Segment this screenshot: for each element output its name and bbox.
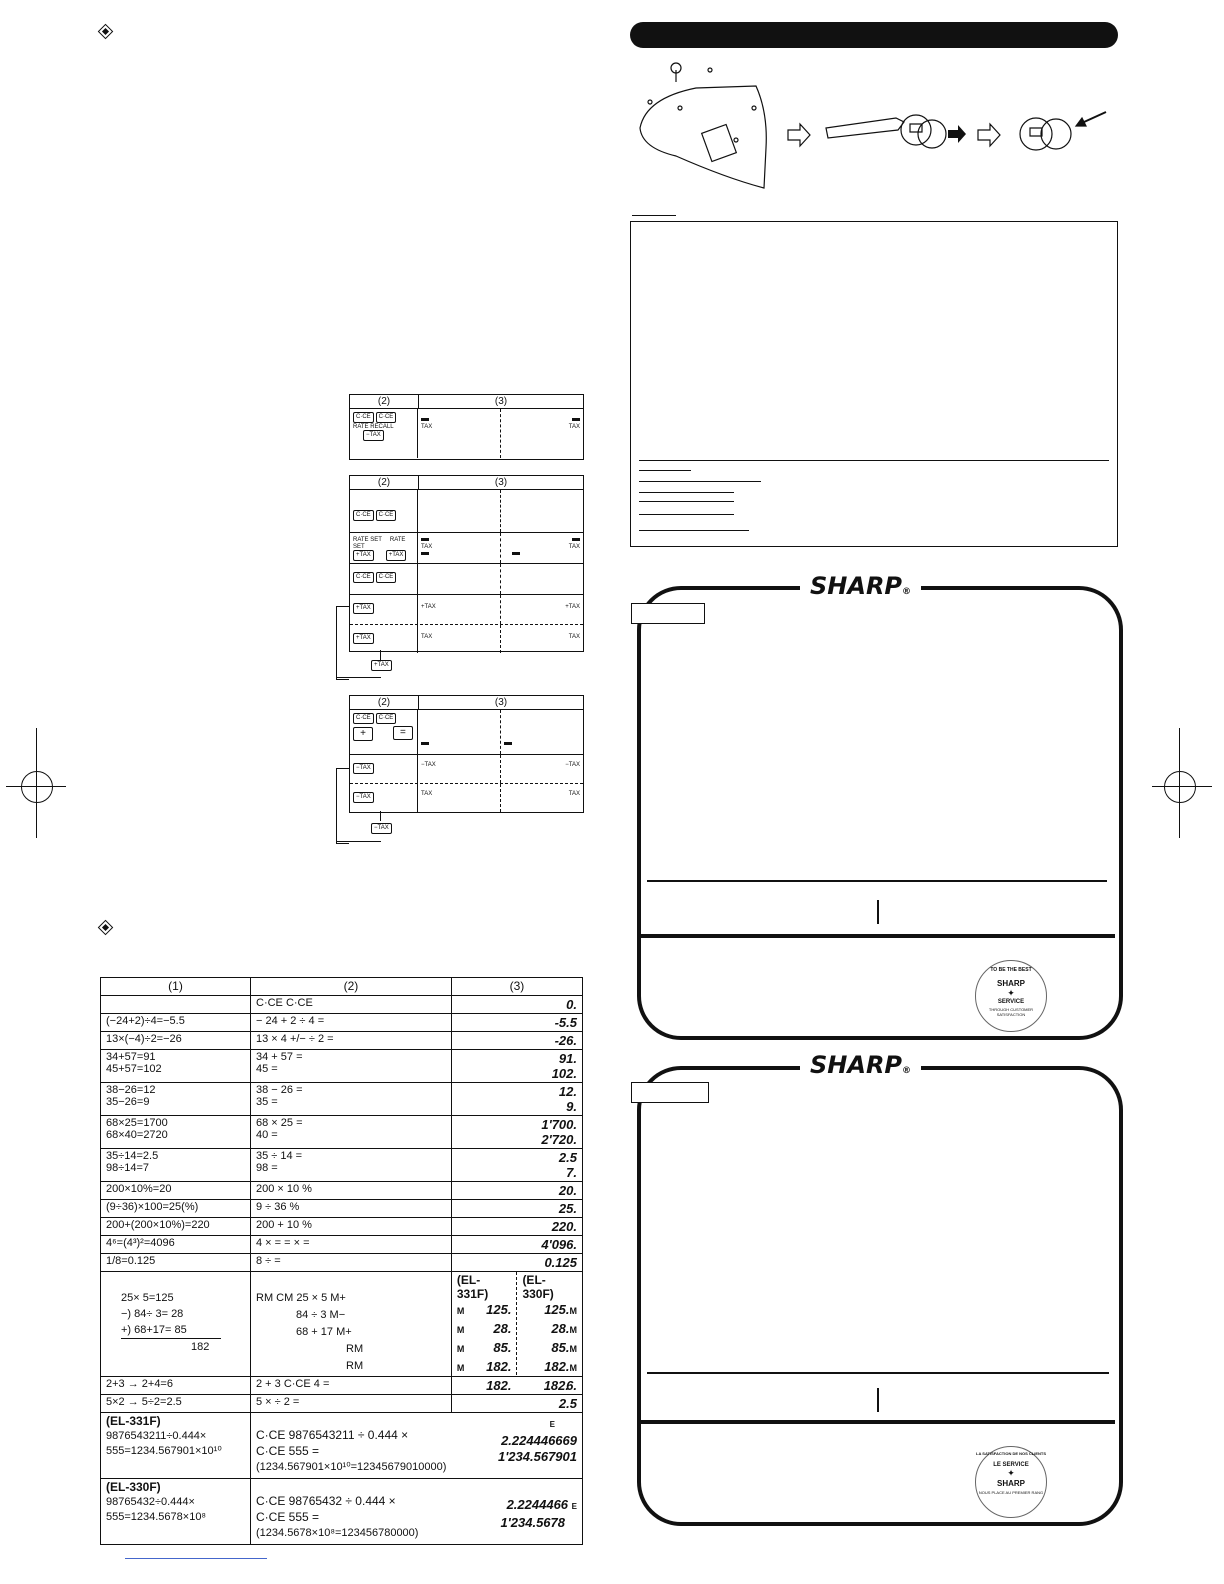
- registered-mark: ®: [902, 1066, 912, 1076]
- example-cell: +) 68+17= 85: [121, 1322, 221, 1339]
- seal-text: SERVICE: [997, 999, 1025, 1005]
- warranty-card: [637, 1066, 1123, 1526]
- signature-line: [639, 481, 761, 482]
- tax-indicator: TAX: [421, 634, 433, 640]
- example-cell: 555=1234.567901×10¹⁰: [106, 1445, 222, 1457]
- loop-line: [336, 606, 349, 680]
- error-indicator: E: [549, 1420, 555, 1429]
- table-row: [101, 1032, 583, 1050]
- result-cell: 2.224446669: [501, 1433, 577, 1448]
- table-row: [101, 1050, 583, 1083]
- loop-line: [337, 677, 381, 678]
- memory-indicator: M: [569, 1344, 577, 1354]
- tax-indicator: −TAX: [421, 762, 436, 768]
- keys-cell: 200 + 10 %: [251, 1218, 452, 1236]
- keys-cell: 34 + 57 =: [256, 1051, 303, 1063]
- service-seal: [975, 1446, 1047, 1518]
- keys-cell: 45 =: [256, 1063, 278, 1075]
- signature-line: [639, 501, 734, 502]
- example-cell: 25× 5=125: [121, 1292, 174, 1304]
- result-cell: 0.: [451, 996, 582, 1014]
- result-cell: 182.: [486, 1378, 512, 1393]
- display-bar-icon: [421, 552, 429, 555]
- display-indicator-icon: [421, 538, 429, 541]
- table-row: [101, 1218, 583, 1236]
- registered-mark: ®: [902, 587, 912, 597]
- cce-key: C·CE: [353, 572, 374, 583]
- crop-circle-icon: [1164, 771, 1196, 803]
- tax-table-plus: [349, 475, 584, 652]
- example-cell: [101, 996, 251, 1014]
- keys-cell: 84 ÷ 3 M−: [296, 1309, 346, 1321]
- divider: [637, 934, 1115, 938]
- display-bar-icon: [421, 742, 429, 745]
- cce-key: C·CE: [376, 572, 397, 583]
- keys-cell: 8 ÷ =: [251, 1254, 452, 1272]
- tax-indicator: TAX: [568, 424, 580, 430]
- section-marker-icon: [98, 24, 114, 40]
- minus-tax-key: −TAX: [371, 823, 392, 834]
- minus-tax-key: −TAX: [353, 792, 374, 803]
- tax-indicator: TAX: [421, 544, 433, 550]
- keys-cell: 35 ÷ 14 =: [256, 1150, 303, 1162]
- display-indicator-icon: [421, 418, 429, 421]
- seal-text: LE SERVICE: [993, 1462, 1029, 1468]
- example-cell: 555=1234.5678×10⁸: [106, 1511, 207, 1523]
- example-cell: 35−26=9: [106, 1096, 150, 1108]
- warranty-card: [637, 586, 1123, 1040]
- result-cell: 20.: [451, 1182, 582, 1200]
- tax-indicator: TAX: [568, 544, 580, 550]
- cce-key: C·CE: [376, 510, 397, 521]
- table-row: [101, 1182, 583, 1200]
- cce-key: C·CE: [376, 412, 397, 423]
- example-cell: (9÷36)×100=25(%): [101, 1200, 251, 1218]
- table-row: [101, 996, 583, 1014]
- seal-brand: SHARP: [996, 979, 1025, 988]
- model-label: (EL-331F): [456, 1273, 489, 1301]
- result-cell: 12.: [558, 1084, 577, 1099]
- tax-indicator: −TAX: [565, 762, 580, 768]
- footnote-rule: [125, 1558, 267, 1559]
- memory-indicator: M: [569, 1306, 577, 1316]
- tax-indicator: TAX: [568, 634, 580, 640]
- notice-heading-rule: [632, 215, 676, 216]
- table-row: [101, 1149, 583, 1182]
- example-cell: 45+57=102: [106, 1063, 162, 1075]
- keys-cell: 98 =: [256, 1162, 278, 1174]
- result-cell: 125.: [486, 1302, 512, 1317]
- model-label: (EL-330F): [106, 1480, 161, 1494]
- col-header: (3): [451, 978, 582, 996]
- table-row: [101, 1479, 583, 1545]
- memory-indicator: M: [569, 1325, 577, 1335]
- result-cell: 2.5: [451, 1395, 582, 1413]
- display-bar-icon: [504, 742, 512, 745]
- error-indicator: E: [571, 1502, 577, 1511]
- result-cell: 1'234.567901: [497, 1449, 577, 1464]
- result-cell: 2.2244466: [506, 1497, 569, 1512]
- result-cell: 9.: [566, 1099, 577, 1114]
- seal-brand: SHARP: [996, 1479, 1025, 1488]
- signature-line: [639, 470, 691, 471]
- example-cell: (−24+2)÷4=−5.5: [101, 1014, 251, 1032]
- display-indicator-icon: [572, 418, 580, 421]
- result-cell: 6.: [451, 1377, 582, 1395]
- tax-table-minus: [349, 695, 584, 813]
- example-cell: 38−26=12: [106, 1084, 156, 1096]
- keys-cell: − 24 + 2 ÷ 4 =: [251, 1014, 452, 1032]
- divider: [877, 900, 879, 924]
- loop-line: [380, 811, 381, 821]
- example-cell: 5×2 → 5÷2=2.5: [101, 1395, 251, 1413]
- logo-text: SHARP: [810, 1051, 903, 1079]
- display-indicator-icon: [572, 538, 580, 541]
- result-cell: 182.: [486, 1359, 512, 1374]
- keys-cell: RM CM 25 × 5 M+: [256, 1292, 346, 1304]
- cce-key: C·CE: [353, 412, 374, 423]
- table-row: [101, 1413, 583, 1479]
- loop-line: [336, 768, 349, 844]
- result-cell: 1'700.: [541, 1117, 577, 1132]
- col-header: (1): [101, 978, 251, 996]
- signature-line: [639, 514, 734, 515]
- keys-cell: RM: [346, 1343, 364, 1355]
- table-row: [101, 1116, 583, 1149]
- card-tag: [631, 1082, 709, 1103]
- loop-line: [380, 650, 381, 660]
- tax-indicator: +TAX: [565, 604, 580, 610]
- divider: [877, 1388, 879, 1412]
- tax-indicator: TAX: [421, 791, 433, 797]
- model-label: (EL-330F): [522, 1273, 554, 1301]
- table-row: [101, 1083, 583, 1116]
- signature-line: [639, 492, 734, 493]
- plus-key: +: [353, 727, 373, 741]
- keys-cell: 13 × 4 +/− ÷ 2 =: [251, 1032, 452, 1050]
- col-header: (2): [350, 395, 419, 408]
- example-cell: 182: [191, 1341, 210, 1353]
- keys-cell: RM: [346, 1360, 364, 1372]
- plus-tax-key: +TAX: [371, 660, 392, 671]
- cce-key: C·CE: [353, 510, 374, 521]
- arrow-icon: [948, 125, 966, 143]
- result-cell: 182.: [544, 1359, 570, 1374]
- example-cell: 4⁶=(4³)²=4096: [101, 1236, 251, 1254]
- col-header: (2): [350, 476, 419, 489]
- plus-tax-key: +TAX: [386, 550, 407, 561]
- result-cell: 85.: [493, 1340, 512, 1355]
- result-cell: 2.5: [558, 1150, 577, 1165]
- battery-replacement-illustration: [636, 58, 1116, 198]
- keys-cell: C·CE 555 =: [256, 1510, 320, 1524]
- logo-text: SHARP: [810, 572, 903, 600]
- divider: [639, 460, 1109, 461]
- section-header-bar: [630, 22, 1118, 48]
- signature-line: [639, 530, 749, 531]
- col-header: (3): [494, 697, 508, 708]
- example-cell: 1/8=0.125: [101, 1254, 251, 1272]
- keys-cell: 38 − 26 =: [256, 1084, 303, 1096]
- example-cell: 200+(200×10%)=220: [101, 1218, 251, 1236]
- example-cell: 98÷14=7: [106, 1162, 150, 1174]
- keys-cell: 2 + 3 C·CE 4 =: [251, 1377, 452, 1395]
- result-cell: 4'096.: [451, 1236, 582, 1254]
- maple-leaf-icon: ✦: [1007, 988, 1015, 998]
- keys-cell: C·CE 555 =: [256, 1444, 320, 1458]
- battery-holder-icon: [1020, 112, 1106, 150]
- result-cell: 91.: [558, 1051, 577, 1066]
- keys-cell: 68 × 25 =: [256, 1117, 303, 1129]
- seal-text: THROUGH CUSTOMER SATISFACTION: [988, 1007, 1034, 1017]
- example-cell: 98765432÷0.444×: [106, 1496, 195, 1508]
- keys-cell: 200 × 10 %: [251, 1182, 452, 1200]
- table-row: [101, 1254, 583, 1272]
- result-cell: 2'720.: [541, 1132, 577, 1147]
- table-row: [101, 1014, 583, 1032]
- minus-tax-key: −TAX: [363, 430, 384, 441]
- col-header: (2): [251, 978, 452, 996]
- col-header: (2): [350, 696, 419, 709]
- section-marker-icon: [98, 920, 114, 936]
- display-bar-icon: [512, 552, 520, 555]
- seal-text: LA SATISFACTION DE NOS CLIENTS: [976, 1451, 1047, 1456]
- keys-cell: C·CE 9876543211 ÷ 0.444 ×: [256, 1428, 409, 1442]
- keys-cell: C·CE C·CE: [251, 996, 452, 1014]
- example-cell: −) 84÷ 3= 28: [121, 1308, 184, 1320]
- result-cell: -26.: [451, 1032, 582, 1050]
- rate-recall-label: RATE RECALL: [353, 424, 394, 430]
- result-cell: 28.: [551, 1321, 570, 1336]
- result-cell: 182.: [543, 1378, 569, 1393]
- memory-indicator: M: [456, 1325, 465, 1335]
- plus-tax-key: +TAX: [353, 633, 374, 644]
- service-seal: [975, 960, 1047, 1032]
- tax-indicator: TAX: [568, 791, 580, 797]
- tax-table-recall: [349, 394, 584, 460]
- table-row: [101, 1236, 583, 1254]
- keys-cell: 4 × = = × =: [251, 1236, 452, 1254]
- keys-cell: C·CE 98765432 ÷ 0.444 ×: [256, 1494, 396, 1508]
- col-header: (3): [494, 396, 508, 407]
- sharp-logo: [800, 1051, 921, 1079]
- cce-key: C·CE: [353, 713, 374, 724]
- col-header: (3): [494, 477, 508, 488]
- memory-row: [101, 1272, 583, 1377]
- example-cell: 200×10%=20: [101, 1182, 251, 1200]
- calculator-back-icon: [640, 63, 766, 188]
- arrow-icon: [978, 124, 1000, 146]
- memory-indicator: M: [456, 1306, 465, 1316]
- divider: [647, 1372, 1109, 1374]
- result-cell: 7.: [566, 1165, 577, 1180]
- plus-tax-key: +TAX: [353, 550, 374, 561]
- result-cell: 1'234.5678: [500, 1515, 565, 1530]
- calculation-examples-table: [100, 977, 583, 1545]
- example-cell: 35÷14=2.5: [106, 1150, 159, 1162]
- keys-cell: (1234.5678×10⁸=123456780000): [256, 1527, 419, 1539]
- memory-indicator: M: [569, 1363, 577, 1373]
- table-row: [101, 1395, 583, 1413]
- maple-leaf-icon: ✦: [1007, 1468, 1015, 1478]
- divider: [637, 1420, 1115, 1424]
- minus-tax-key: −TAX: [353, 763, 374, 774]
- result-cell: 28.: [493, 1321, 512, 1336]
- result-cell: 125.: [544, 1302, 570, 1317]
- equals-key: =: [393, 726, 413, 740]
- example-cell: 2+3 → 2+4=6: [101, 1377, 251, 1395]
- keys-cell: 9 ÷ 36 %: [251, 1200, 452, 1218]
- rate-set-label: RATE SET: [353, 537, 406, 550]
- seal-text: NOUS PLACE AU PREMIER RANG: [978, 1490, 1044, 1495]
- cce-key: C·CE: [376, 713, 397, 724]
- divider: [647, 880, 1107, 882]
- example-cell: 34+57=91: [106, 1051, 156, 1063]
- result-cell: 25.: [451, 1200, 582, 1218]
- card-tag: [631, 603, 705, 624]
- tax-indicator: TAX: [421, 424, 433, 430]
- memory-indicator: M: [456, 1344, 465, 1354]
- result-cell: 85.: [551, 1340, 570, 1355]
- result-cell: -5.5: [451, 1014, 582, 1032]
- example-cell: 13×(−4)÷2=−26: [101, 1032, 251, 1050]
- arrow-icon: [788, 124, 810, 146]
- result-cell: 102.: [551, 1066, 577, 1081]
- model-label: (EL-331F): [106, 1414, 161, 1428]
- keys-cell: 35 =: [256, 1096, 278, 1108]
- keys-cell: 40 =: [256, 1129, 278, 1141]
- crop-circle-icon: [21, 771, 53, 803]
- sharp-logo: [800, 572, 921, 600]
- loop-line: [337, 841, 381, 842]
- pen-battery-icon: [826, 115, 946, 148]
- plus-tax-key: +TAX: [353, 603, 374, 614]
- example-cell: 68×40=2720: [106, 1129, 168, 1141]
- example-cell: 9876543211÷0.444×: [106, 1430, 207, 1442]
- keys-cell: 68 + 17 M+: [296, 1326, 352, 1338]
- example-cell: 68×25=1700: [106, 1117, 168, 1129]
- table-row: [101, 1200, 583, 1218]
- result-cell: 220.: [451, 1218, 582, 1236]
- keys-cell: 5 × ÷ 2 =: [251, 1395, 452, 1413]
- rate-set-label: RATE SET: [353, 537, 382, 543]
- result-cell: 0.125: [451, 1254, 582, 1272]
- notice-box: [630, 221, 1118, 547]
- keys-cell: (1234.567901×10¹⁰=12345679010000): [256, 1461, 447, 1473]
- seal-text: TO BE THE BEST: [990, 967, 1032, 973]
- memory-indicator: M: [456, 1363, 465, 1373]
- tax-indicator: +TAX: [421, 604, 436, 610]
